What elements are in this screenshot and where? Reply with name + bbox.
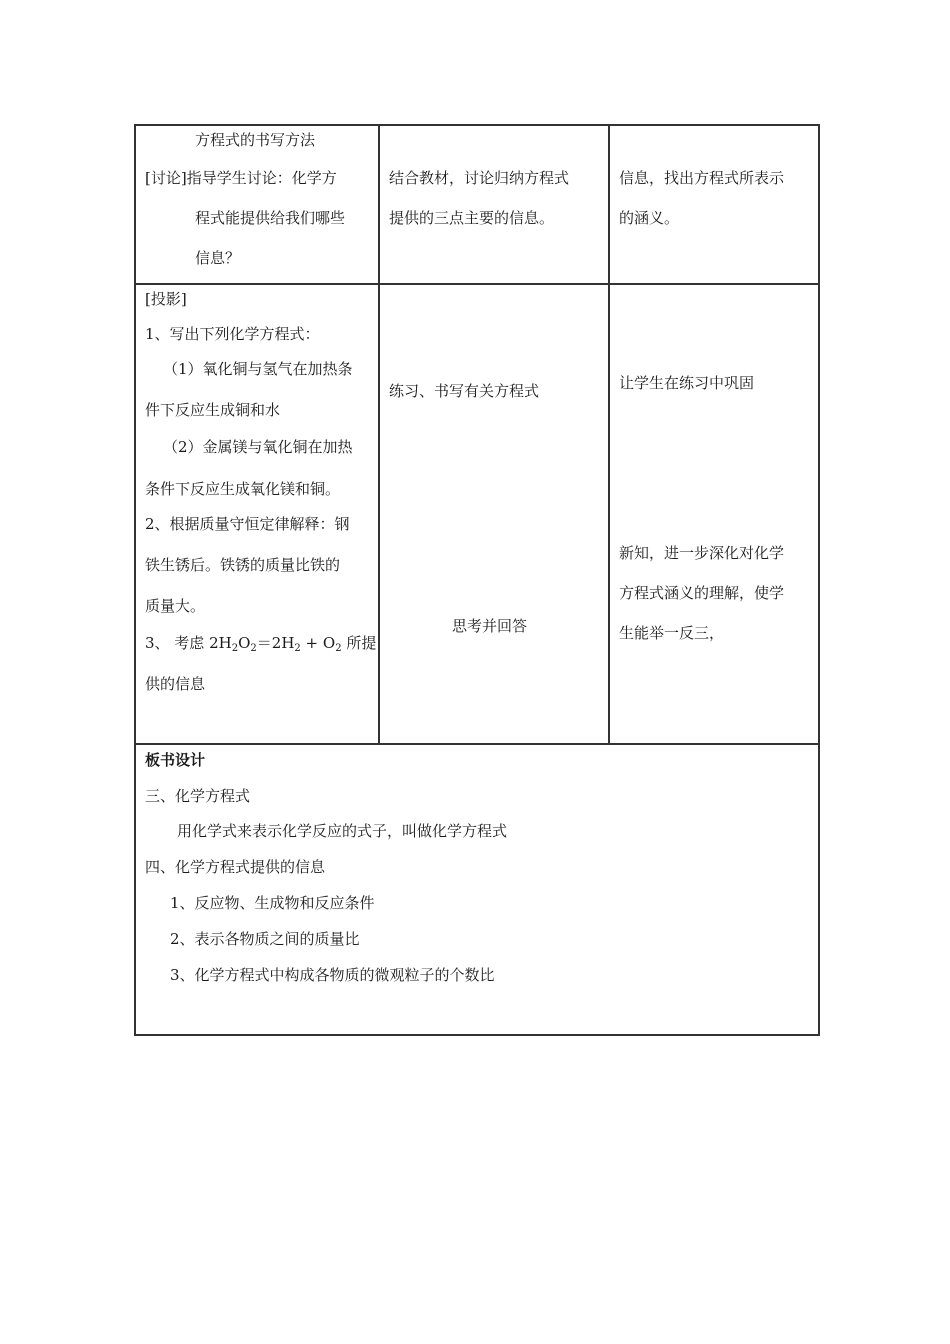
row2-col1-line2: 1、写出下列化学方程式： [145, 325, 320, 343]
row1-col1-line2: [讨论]指导学生讨论：化学方 [145, 169, 337, 187]
row2-col1-line9: 质量大。 [145, 597, 206, 615]
row2-col1-line11: 供的信息 [145, 675, 206, 693]
equation-prefix: 3、 考虑 2H [145, 634, 232, 652]
row-divider-1 [134, 283, 820, 285]
row2-col3-line3: 方程式涵义的理解，使学 [619, 584, 785, 602]
equation-subscript: 2 [231, 643, 239, 654]
row2-col3-line1: 让学生在练习中巩固 [619, 374, 755, 392]
row1-col1-line4: 信息？ [195, 249, 241, 267]
board-heading-1: 三、化学方程式 [145, 787, 251, 805]
board-heading-2: 四、化学方程式提供的信息 [145, 858, 326, 876]
column-divider-2 [608, 124, 610, 745]
equation-part: O [238, 634, 251, 652]
board-paragraph-1: 用化学式来表示化学反应的式子，叫做化学方程式 [177, 822, 508, 840]
row2-col1-line1: [投影] [145, 290, 187, 308]
row2-col1-line8: 铁生锈后。铁锈的质量比铁的 [145, 556, 341, 574]
column-divider-1 [378, 124, 380, 745]
row2-col3-line4: 生能举一反三， [619, 624, 725, 642]
board-design-title: 板书设计 [145, 751, 206, 769]
row1-col3-line2: 的涵义。 [619, 209, 680, 227]
row2-col1-line7: 2、根据质量守恒定律解释：钢 [145, 515, 350, 533]
row2-col1-equation-line [145, 633, 376, 659]
board-item-1: 1、反应物、生成物和反应条件 [170, 894, 375, 912]
row2-col3-line2: 新知，进一步深化对化学 [619, 544, 785, 562]
row1-col3-line1: 信息，找出方程式所表示 [619, 169, 785, 187]
equation-subscript: 2 [335, 643, 342, 654]
row1-col1-line1: 方程式的书写方法 [195, 131, 316, 149]
board-item-3: 3、化学方程式中构成各物质的微观粒子的个数比 [170, 966, 495, 984]
row2-col2-line2: 思考并回答 [452, 617, 528, 635]
row2-col1-line6: 条件下反应生成氧化镁和铜。 [145, 480, 341, 498]
row-divider-2 [134, 743, 820, 745]
row2-col1-line3: （1）氧化铜与氢气在加热条 [163, 360, 353, 378]
equation-part: 所提 [341, 634, 377, 652]
row2-col2-line1: 练习、书写有关方程式 [389, 382, 540, 400]
row1-col1-line3: 程式能提供给我们哪些 [195, 209, 346, 227]
board-item-2: 2、表示各物质之间的质量比 [170, 930, 360, 948]
equation-subscript: 2 [250, 643, 257, 654]
row2-col1-line5: （2）金属镁与氧化铜在加热 [163, 438, 353, 456]
equation-part: ＝2H [256, 634, 295, 652]
row1-col2-line2: 提供的三点主要的信息。 [389, 209, 555, 227]
equation-subscript: 2 [294, 643, 301, 654]
equation-part: + O [300, 634, 336, 652]
row1-col2-line1: 结合教材，讨论归纳方程式 [389, 169, 570, 187]
row2-col1-line4: 件下反应生成铜和水 [145, 401, 281, 419]
